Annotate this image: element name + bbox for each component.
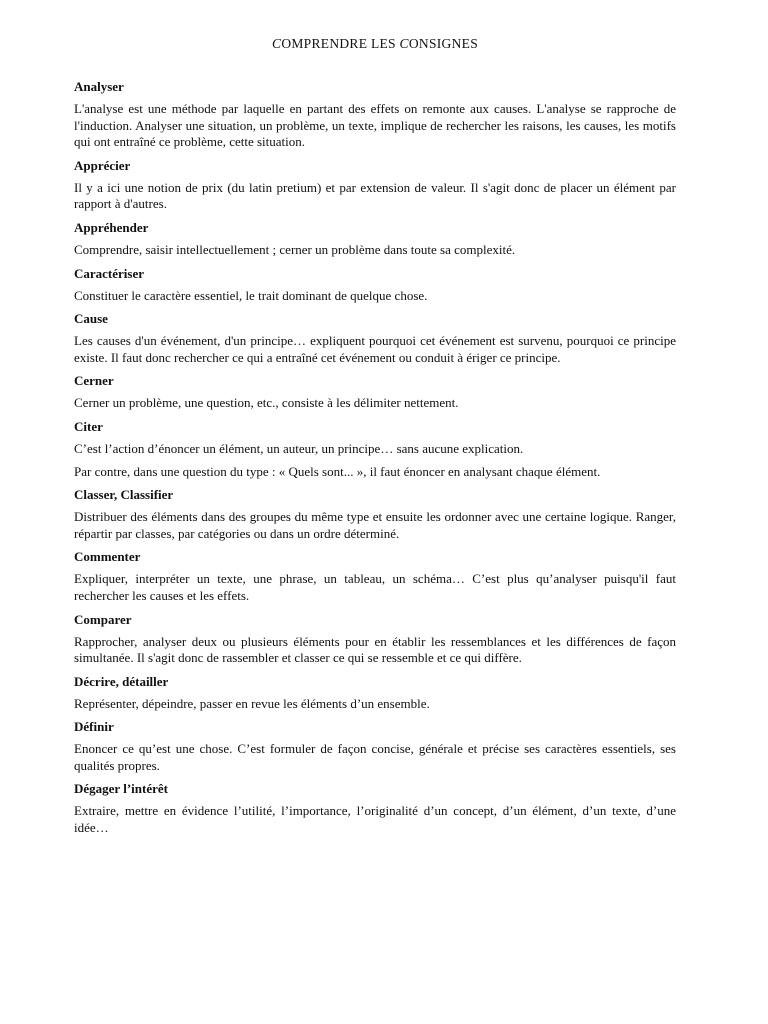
entry-commenter xyxy=(74,549,676,604)
title-initial-2: C xyxy=(399,36,409,51)
term-heading: Analyser xyxy=(74,79,124,94)
entry-cerner xyxy=(74,373,676,412)
entry-apprehender xyxy=(74,220,676,259)
term-heading: Commenter xyxy=(74,549,141,565)
definition-text: Constituer le caractère essentiel, le trait dominant de quelque chose. xyxy=(74,287,428,303)
title-initial-1: C xyxy=(272,36,282,51)
term-heading: Définir xyxy=(74,719,114,735)
term-heading: Dégager l’intérêt xyxy=(74,781,168,797)
definition-text: Distribuer des éléments dans des groupes du même type et ensuite les ordonner avec une certaine logique. Ranger, répartir par classes, par catégories ou dans un ordre déterminé. xyxy=(74,509,676,541)
definition-text: Par contre, dans une question du type : « Quels sont... », il faut énoncer en analysant chaque élément. xyxy=(74,463,601,479)
term-heading: Apprécier xyxy=(74,157,131,173)
entry-decrire xyxy=(74,674,676,713)
entry-degager-interet xyxy=(74,781,676,836)
entry-analyser xyxy=(74,79,676,151)
term-heading: Cerner xyxy=(74,373,114,389)
definition-text: Comprendre, saisir intellectuellement ; cerner un problème dans toute sa complexité. xyxy=(74,241,516,257)
entry-classer xyxy=(74,487,676,542)
definition-text: Rapprocher, analyser deux ou plusieurs éléments pour en établir les ressemblances et les différences de façon simultanée. Il s'agit donc de rassembler et classer ce qui se ressemble et ce qui diffère. xyxy=(74,633,676,666)
title-part-1: OMPRENDRE LES xyxy=(281,36,400,51)
term-heading: Citer xyxy=(74,418,103,434)
term-heading: Caractériser xyxy=(74,265,145,281)
definition-text: Extraire, mettre en évidence l’utilité, l’importance, l’originalité d’un concept, d’un élément, d’un texte, d’une idée… xyxy=(74,803,676,836)
entry-apprecier xyxy=(74,158,676,213)
entry-definir xyxy=(74,719,676,774)
definition-text: C’est l’action d’énoncer un élément, un auteur, un principe… sans aucune explication. xyxy=(74,440,524,456)
definition-text: Les causes d'un événement, d'un principe… expliquent pourquoi cet événement est survenu, pourquoi ce principe existe. Il faut donc rechercher ce qui a entraîné cet événement ou conduit à ériger ce principe. xyxy=(74,333,676,365)
definition-text: Cerner un problème, une question, etc., consiste à les délimiter nettement. xyxy=(74,395,459,411)
entry-caracteriser xyxy=(74,266,676,305)
term-heading: Classer, Classifier xyxy=(74,487,174,503)
title-part-2: ONSIGNES xyxy=(408,36,478,51)
definition-text: Il y a ici une notion de prix (du latin pretium) et par extension de valeur. Il s'agit donc de placer un élément par rapport à d'autres. xyxy=(74,179,676,212)
definition-text: Enoncer ce qu’est une chose. C’est formuler de façon concise, générale et précise ses caractères essentiels, ses qualités propres. xyxy=(74,741,676,773)
document-title xyxy=(74,36,676,52)
term-heading: Appréhender xyxy=(74,219,149,235)
definition-text: Expliquer, interpréter un texte, une phrase, un tableau, un schéma… C’est plus qu’analyser puisqu'il faut rechercher les causes et les effets. xyxy=(74,571,676,603)
entry-citer xyxy=(74,419,676,480)
term-heading: Comparer xyxy=(74,611,132,627)
definition-text: L'analyse est une méthode par laquelle en partant des effets on remonte aux causes. L'analyse se rapproche de l'induction. Analyser une situation, un problème, un texte, implique de rechercher les raisons, les causes, les motifs qui ont entraîné ce problème, cette situation. xyxy=(74,101,676,150)
term-heading: Décrire, détailler xyxy=(74,673,169,689)
entry-comparer xyxy=(74,612,676,667)
term-heading: Cause xyxy=(74,311,108,327)
entry-cause xyxy=(74,311,676,366)
definition-text: Représenter, dépeindre, passer en revue les éléments d’un ensemble. xyxy=(74,695,430,711)
